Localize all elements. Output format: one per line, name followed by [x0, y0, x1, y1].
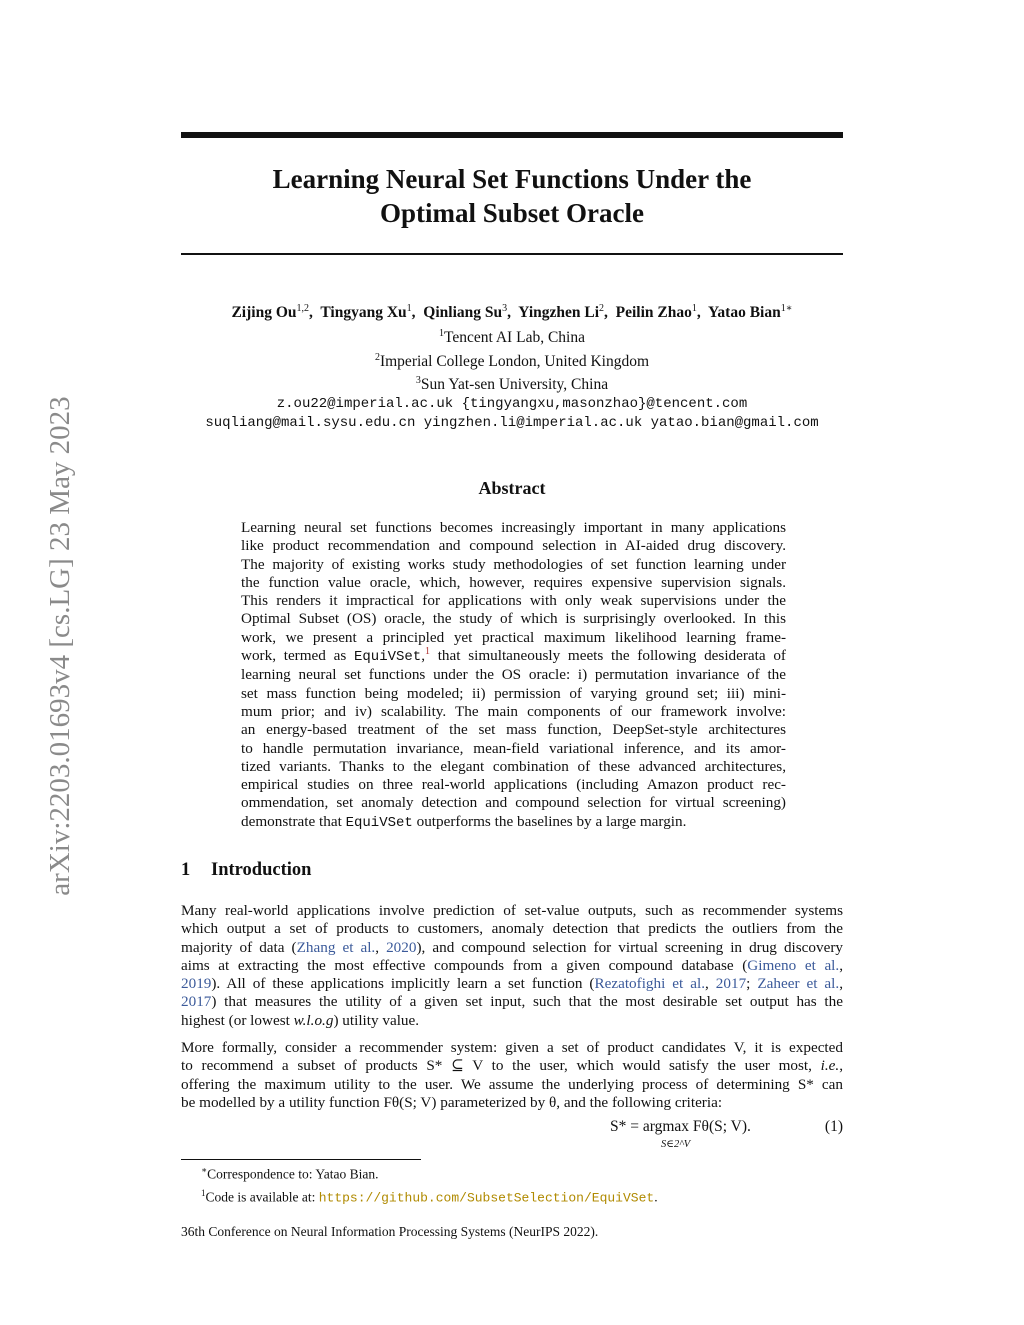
abstract-body — [241, 519, 786, 832]
equation-body: S* = argmax Fθ(S; V). — [610, 1118, 751, 1135]
abstract-heading: Abstract — [478, 478, 546, 498]
title-bottom-rule — [181, 253, 843, 255]
paragraph-line — [181, 1057, 843, 1075]
text: , — [839, 1057, 843, 1075]
paragraph-line — [181, 957, 843, 975]
method-name: EquiVSet — [345, 814, 413, 831]
citation-link[interactable]: Rezatofighi et al. — [594, 975, 706, 993]
footnote-text: . — [654, 1189, 658, 1204]
paragraph-line — [181, 1012, 843, 1030]
paragraph-line: More formally, consider a recommender system: given a set of product candidates V, it is expected — [181, 1039, 843, 1056]
equation-1 — [181, 1118, 843, 1158]
paragraph-line: which output a set of products to customers, anomaly detection that predicts the outliers from the — [181, 920, 843, 938]
section-number: 1 — [181, 860, 191, 880]
abstract-line: mum prior; and iv) scalability. The main components of our framework involve: — [241, 702, 786, 720]
citation-link[interactable]: 2017 — [715, 975, 747, 993]
title-top-rule — [181, 132, 843, 138]
abstract-line: This renders it impractical for applications with only weak supervisions under the — [241, 592, 786, 610]
affiliation-text: Tencent AI Lab, China — [444, 329, 585, 347]
italic-text: w.l.o.g — [293, 1011, 334, 1029]
affiliation-sup: 2 — [374, 351, 380, 363]
citation-link[interactable]: 2019 — [181, 975, 212, 993]
abstract-line: an energy-based treatment of the set mass function, DeepSet-style architectures — [241, 721, 786, 739]
abstract-text: outperforms the baselines by a large margin. — [412, 812, 687, 830]
author: Yatao Bian — [707, 304, 781, 322]
intro-paragraph-1 — [181, 902, 843, 1030]
abstract-line: Optimal Subset (OS) oracle, the study of which is surprisingly overlooked. In this — [241, 610, 786, 628]
abstract-line: tized variants. Thanks to the elegant combination of these advanced architectures, — [241, 757, 786, 775]
citation-link[interactable]: Zhang et al. — [296, 938, 376, 956]
author: Zijing Ou — [231, 304, 297, 322]
abstract-line: The majority of existing works study methodologies of set function learning under — [241, 555, 786, 573]
paragraph-line — [181, 939, 843, 957]
text: highest (or lowest — [181, 1011, 294, 1029]
abstract-line: work, termed as EquiVSet,$^1$ that simultaneously meets the following desiderata of — [241, 646, 786, 666]
abstract-text: that simultaneously meets the following desiderata of — [430, 647, 786, 665]
abstract-line: ommendation, set anomaly detection and compound selection for virtual screening) — [241, 794, 786, 812]
email-line-2: suqliang@mail.sysu.edu.cn yingzhen.li@imperial.ac.uk yatao.bian@gmail.com — [205, 415, 819, 432]
footnote-code — [181, 1184, 658, 1208]
text: ). All of these applications implicitly learn a set function ( — [211, 975, 595, 993]
citation-link[interactable]: Zaheer et al. — [757, 975, 840, 993]
text: ; — [746, 975, 758, 993]
title-line-1: Learning Neural Set Functions Under the — [272, 164, 752, 194]
abstract-line: learning neural set functions under the OS oracle: i) permutation invariance of the — [241, 666, 786, 684]
author: Tingyang Xu — [320, 304, 407, 322]
footnote-text: Correspondence to: Yatao Bian. — [207, 1166, 379, 1182]
paragraph-line — [181, 975, 843, 993]
footnote-rule — [181, 1159, 421, 1160]
footnote-text: Code is available at: — [205, 1189, 319, 1204]
section-title: Introduction — [211, 860, 312, 880]
text: to recommend a subset of products S* ⊆ V to the user, which would satisfy the user most, — [181, 1057, 821, 1075]
paragraph-line: be modelled by a utility function Fθ(S; V) parameterized by θ, and the following criteria: — [181, 1093, 723, 1111]
citation-link[interactable]: 2017 — [181, 993, 212, 1011]
email-line-1: z.ou22@imperial.ac.uk {tingyangxu,masonzhao}@tencent.com — [276, 396, 748, 413]
citation-link[interactable]: Gimeno et al. — [747, 956, 840, 974]
equation-number: (1) — [824, 1118, 843, 1135]
arxiv-identifier: arXiv:2203.01693v4 [cs.LG] 23 May 2023 — [44, 396, 76, 896]
author: Peilin Zhao — [615, 304, 692, 322]
paragraph-line: offering the maximum utility to the user. We assume the underlying process of determining S* can — [181, 1075, 843, 1093]
abstract-text: work, termed as — [241, 647, 354, 665]
abstract-line: the function value oracle, which, however, requires expensive supervision signals. — [241, 573, 786, 591]
footnotes — [181, 1161, 658, 1207]
affiliation — [140, 371, 884, 395]
venue-note: 36th Conference on Neural Information Processing Systems (NeurIPS 2022). — [181, 1224, 599, 1239]
footnote-mark: 1 — [201, 1187, 206, 1198]
text: , — [839, 975, 843, 993]
affiliation-sup: 3 — [415, 375, 421, 387]
author-sup: 1,2 — [296, 303, 310, 314]
author-sup: 1 — [691, 303, 697, 314]
intro-paragraph-2 — [181, 1039, 843, 1112]
author-names: Zijing Ou$^{1,2}$, Tingyang Xu$^1$, Qinliang Su$^3$, Yingzhen Li$^2$, Peilin Zhao$^1$, Yatao Bian$^{1∗}$ — [231, 303, 793, 322]
italic-text: i.e. — [820, 1057, 840, 1075]
paragraph-line: Many real-world applications involve prediction of set-value outputs, such as recommender systems — [181, 902, 843, 919]
abstract-line: like product recommendation and compound selection in AI-aided drug discovery. — [241, 537, 786, 555]
title-line-2: Optimal Subset Oracle — [380, 198, 644, 228]
code-link[interactable]: https://github.com/SubsetSelection/EquiVSet — [318, 1190, 655, 1205]
affiliation — [140, 324, 884, 348]
footnote-correspondence — [181, 1161, 658, 1184]
abstract-line: work, we present a principled yet practical maximum likelihood learning frame- — [241, 628, 786, 646]
author-sup: 2 — [599, 303, 605, 314]
text: ) that measures the utility of a given set input, such that the most desirable set output has the — [211, 993, 843, 1011]
text: ) utility value. — [333, 1011, 420, 1029]
affiliation-text: Sun Yat-sen University, China — [420, 376, 609, 394]
text: , — [839, 956, 843, 974]
abstract-line: to handle permutation invariance, mean-field variational inference, and its amor- — [241, 739, 786, 757]
affiliation — [140, 348, 884, 372]
abstract-line: set mass function being modeled; ii) permission of varying ground set; iii) mini- — [241, 684, 786, 702]
author-sup: 1 — [406, 303, 412, 314]
affiliation-text: Imperial College London, United Kingdom — [379, 352, 650, 370]
paper-title — [181, 162, 843, 230]
text: ), and compound selection for virtual screening in drug discovery — [416, 938, 843, 956]
abstract-line: Learning neural set functions becomes increasingly important in many applications — [241, 519, 786, 536]
citation-link[interactable]: 2020 — [386, 938, 417, 956]
abstract-line — [241, 813, 786, 832]
author-sup: 1∗ — [780, 303, 793, 314]
author-block — [140, 298, 884, 433]
text: , — [705, 975, 716, 993]
equation-subscript: S∈2^V — [661, 1139, 691, 1150]
method-name: EquiVSet — [353, 649, 422, 666]
footnote-mark: ∗ — [201, 1165, 208, 1175]
affiliation-sup: 1 — [439, 328, 445, 340]
text: , — [375, 938, 387, 956]
author-sup: 3 — [502, 303, 508, 314]
abstract-line: empirical studies on three real-world applications (including Amazon product rec- — [241, 776, 786, 794]
section-heading — [181, 860, 311, 881]
abstract-text: demonstrate that — [241, 812, 346, 830]
paragraph-line — [181, 993, 843, 1011]
text: majority of data ( — [181, 938, 297, 956]
footnote-link[interactable]: 1 — [425, 646, 430, 658]
author: Qinliang Su — [423, 304, 503, 322]
text: aims at extracting the most effective compounds from a given compound database ( — [181, 956, 748, 974]
author: Yingzhen Li — [518, 304, 600, 322]
